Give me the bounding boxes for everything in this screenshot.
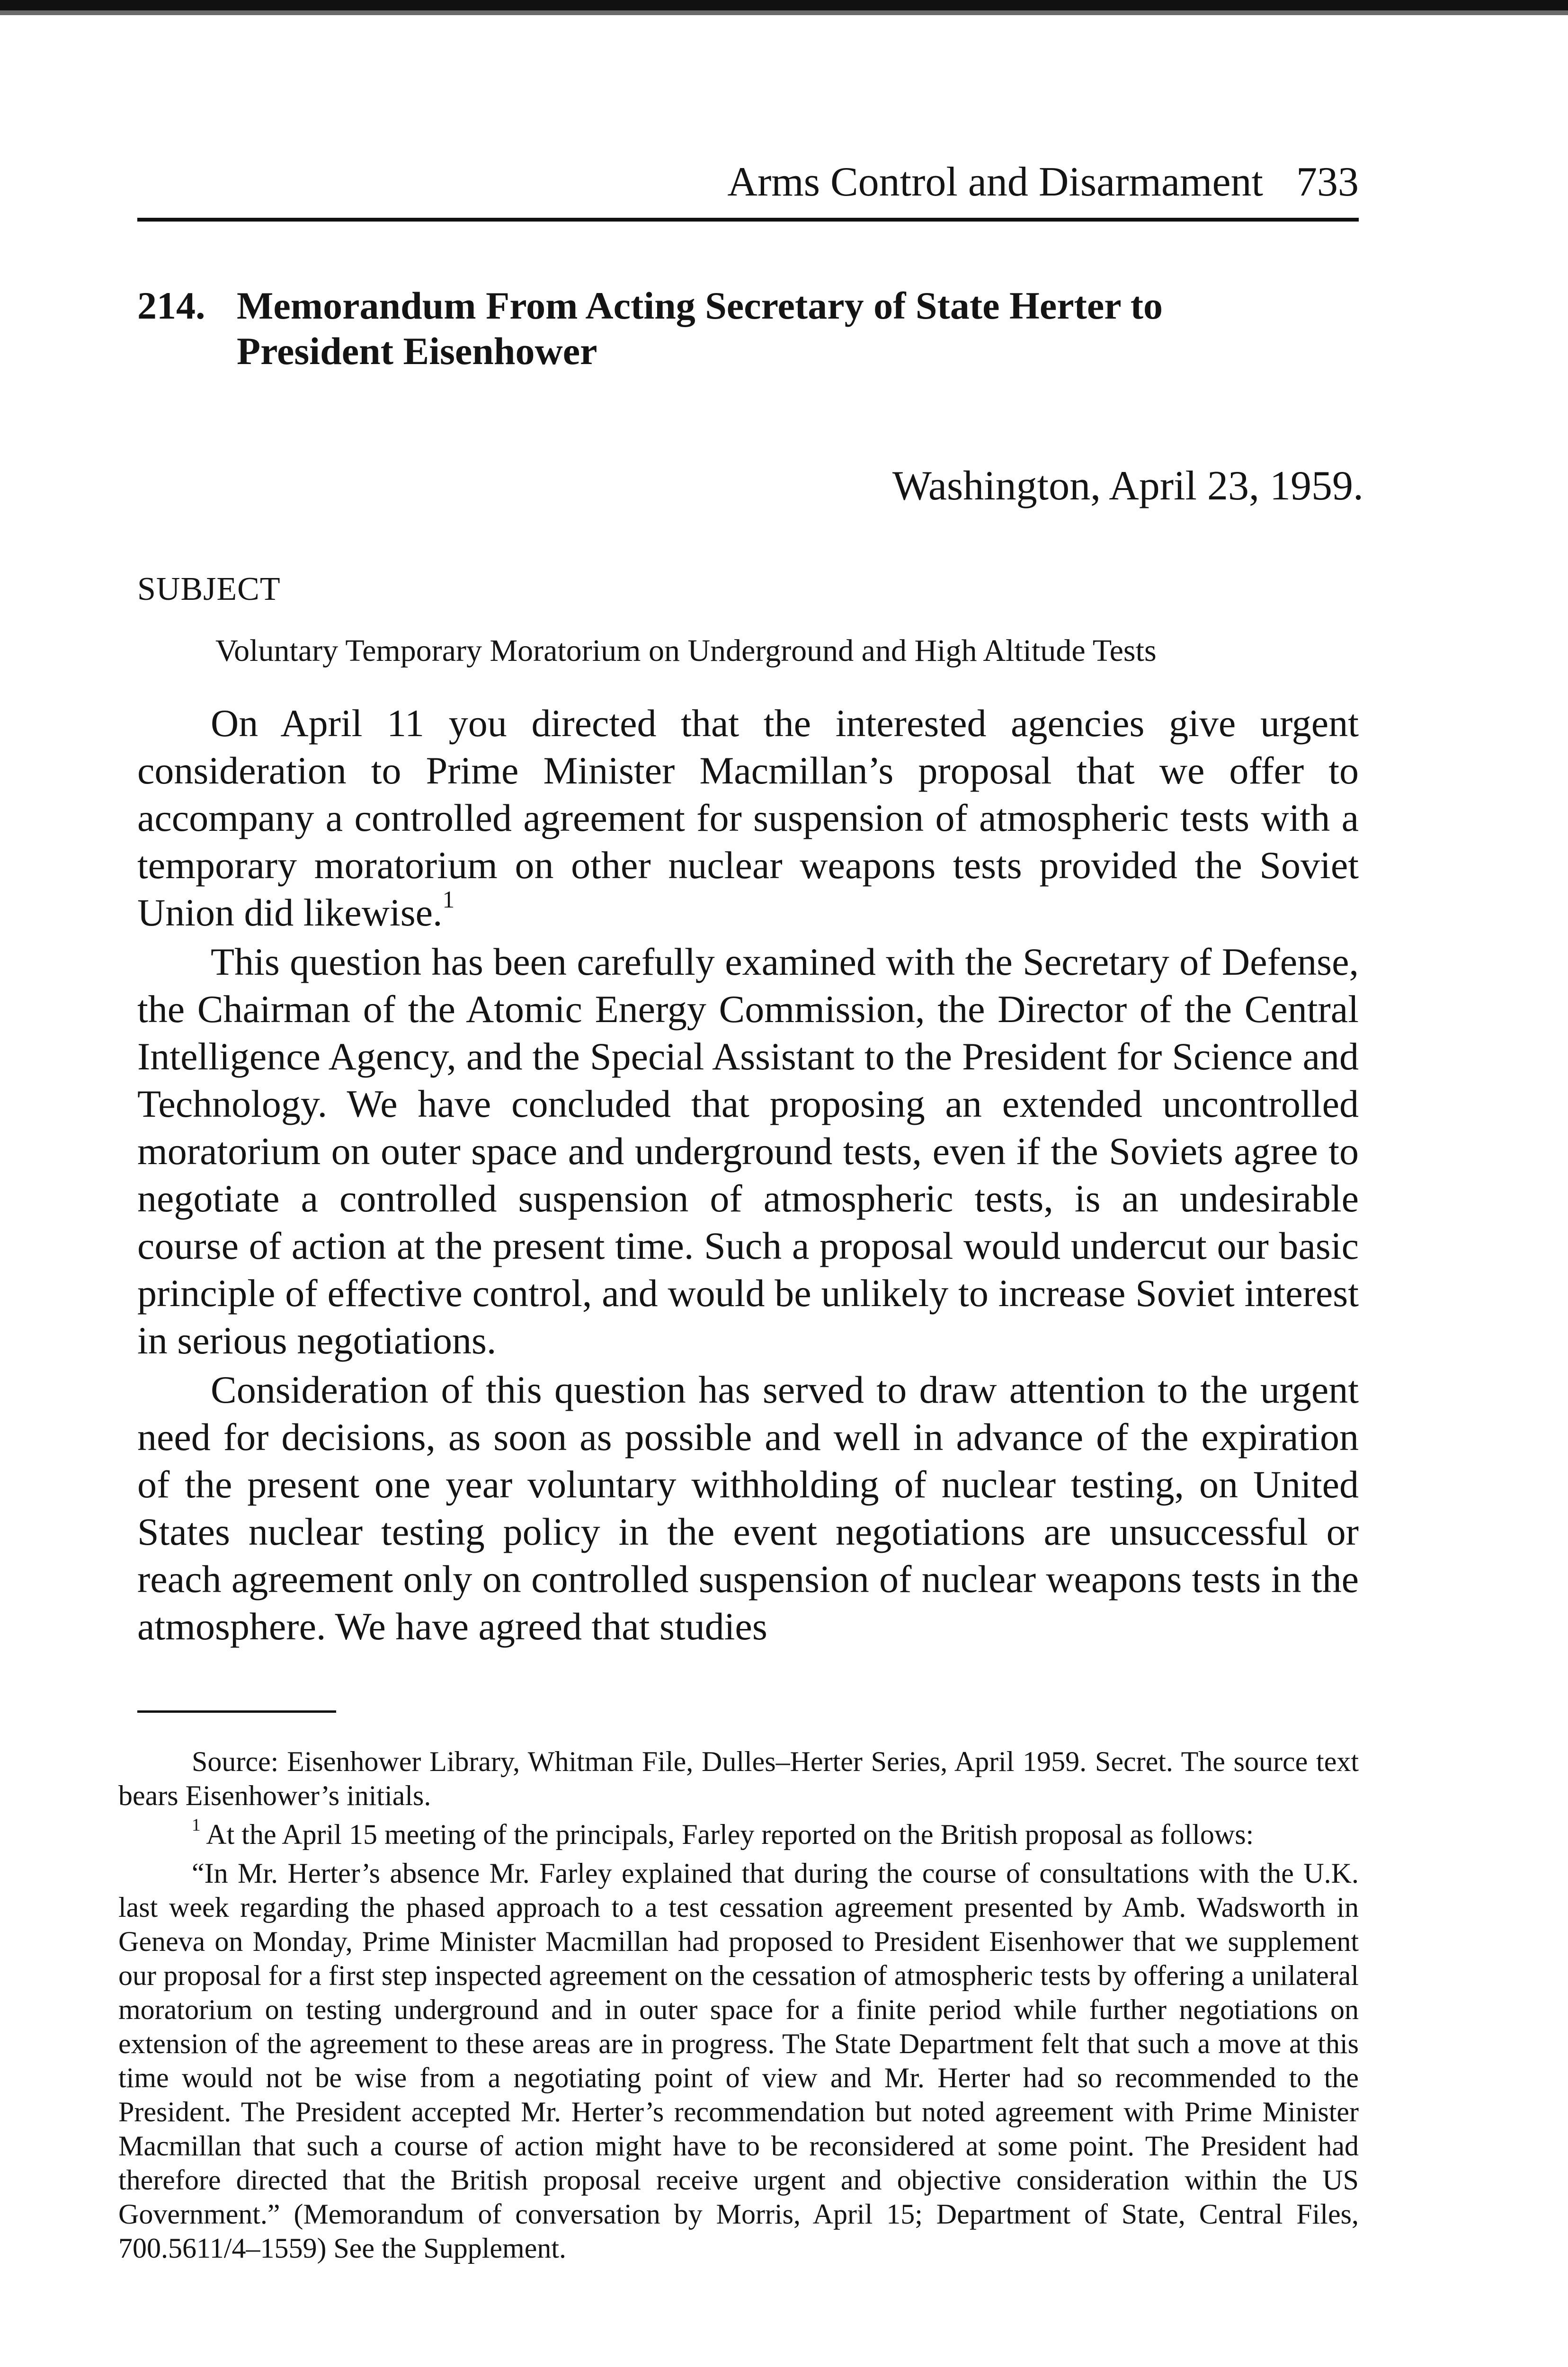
dateline: Washington, April 23, 1959. — [892, 463, 1363, 509]
document-number: 214. — [137, 284, 205, 327]
footnote-1-marker: 1 — [192, 1815, 201, 1835]
body-paragraph-1 — [137, 700, 1359, 936]
scan-top-border — [0, 0, 1568, 10]
footnote-1-quote: “In Mr. Herter’s absence Mr. Farley explained that during the course of consultations with the U.K. last week regarding the phased approach to a test cessation agreement presented by Amb. Wadsworth in Geneva on Monday, Prime Minister Macmillan had proposed to President Eisenhower that we supplement our proposal for a first step inspected agreement on the cessation of atmospheric tests by offering a unilateral moratorium on testing underground and in outer space for a finite period while further negotiations on extension of the agreement to these areas are in progress. The State Department felt that such a move at this time would not be wise from a negotiating point of view and Mr. Herter had so recommended to the President. The President accepted Mr. Herter’s recommendation but noted agreement with Prime Minister Macmillan that such a course of action might have to be reconsidered at some point. The President had therefore directed that the British proposal receive urgent and objective consideration within the US Government.” (Memorandum of conversation by Morris, April 15; Department of State, Central Files, 700.5611/4–1559) See the Supplement. — [118, 1858, 1359, 2264]
page-number: 733 — [1296, 159, 1359, 205]
subject-text: Voluntary Temporary Moratorium on Underground and High Altitude Tests — [215, 633, 1157, 668]
subject-label: SUBJECT — [137, 571, 281, 607]
scan-top-border-shade — [0, 10, 1568, 15]
footnote-1-intro: At the April 15 meeting of the principals, Farley reported on the British proposal as follows: — [206, 1819, 1254, 1850]
footnote-1 — [118, 1817, 1359, 1851]
body-paragraph-3: Consideration of this question has served to draw attention to the urgent need for decisions, as soon as possible and well in advance of the expiration of the present one year voluntary withholding of nuclear testing, on United States nuclear testing policy in the event negotiations are unsuccessful or reach agreement only on controlled suspension of nuclear weapons tests in the atmosphere. We have agreed that studies — [137, 1368, 1359, 1648]
memo-body — [137, 700, 1359, 1652]
header-rule — [137, 218, 1359, 222]
document-title: Memorandum From Acting Secretary of State Herter to President Eisenhower — [237, 284, 1163, 373]
footnotes — [118, 1744, 1359, 2270]
source-note: Source: Eisenhower Library, Whitman File, Dulles–Herter Series, April 1959. Secret. The source text bears Eisenhower’s initials. — [118, 1746, 1359, 1811]
body-paragraph-2: This question has been carefully examined with the Secretary of Defense, the Chairman of the Atomic Energy Commission, the Director of the Central Intelligence Agency, and the Special Assistant to the President for Science and Technology. We have concluded that proposing an extended uncontrolled moratorium on outer space and underground tests, even if the Soviets agree to negotiate a controlled suspension of atmospheric tests, is an undesirable course of action at the present time. Such a proposal would undercut our basic principle of effective control, and would be unlikely to increase Soviet interest in serious negotiations. — [137, 940, 1359, 1362]
running-title: Arms Control and Disarmament — [727, 159, 1263, 205]
running-head — [137, 156, 1359, 208]
body-paragraph-1-text: On April 11 you directed that the interested agencies give urgent consideration to Prime Minister Macmillan’s proposal that we offer to accompany a controlled agreement for suspension of atmospheric tests with a temporary moratorium on other nuclear weapons tests provided the Soviet Union did likewise. — [137, 702, 1359, 934]
footnote-rule — [137, 1710, 336, 1713]
footnote-ref-1: 1 — [442, 886, 454, 913]
